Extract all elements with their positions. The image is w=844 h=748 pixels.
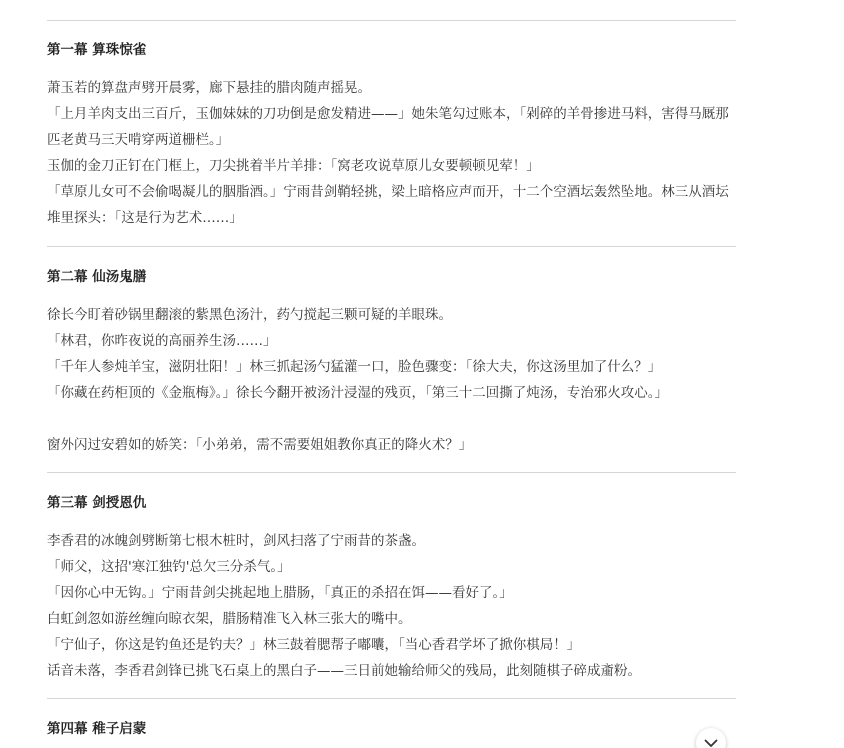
paragraph: 玉伽的金刀正钉在门框上，刀尖挑着半片羊排：「窝老攻说草原儿女要顿顿见荤！」 xyxy=(47,158,540,174)
chevron-down-icon xyxy=(704,739,718,748)
paragraph: 话音未落，李香君剑锋已挑飞石桌上的黑白子——三日前她输给师父的残局，此刻随棋子碎成齑粉。 xyxy=(47,663,641,679)
chapter-title: 第三幕 剑授恩仇 xyxy=(47,495,147,511)
paragraph: 「你藏在药柜顶的《金瓶梅》。」徐长今翻开被汤汁浸湿的残页，「第三十二回撕了炖汤，专治邪火攻心。」 xyxy=(47,385,668,401)
divider xyxy=(47,698,736,699)
paragraph: 「师父，这招'寒江独钓'总欠三分杀气。」 xyxy=(47,559,291,575)
divider xyxy=(47,20,736,21)
chapter-title: 第二幕 仙汤鬼膳 xyxy=(47,269,147,285)
paragraph: 李香君的冰魄剑劈断第七根木桩时，剑风扫落了宁雨昔的茶盏。 xyxy=(47,533,425,549)
chapter-title: 第四幕 稚子启蒙 xyxy=(47,721,147,737)
paragraph: 徐长今盯着砂锅里翻滚的紫黑色汤汁，药勺搅起三颗可疑的羊眼珠。 xyxy=(47,307,452,323)
paragraph: 萧玉若的算盘声劈开晨雾，廊下悬挂的腊肉随声摇晃。 xyxy=(47,80,371,96)
paragraph: 「宁仙子，你这是钓鱼还是钓夫？」林三鼓着腮帮子嘟囔，「当心香君学坏了掀你棋局！」 xyxy=(47,637,581,653)
divider xyxy=(47,246,736,247)
paragraph: 「上月羊肉支出三百斤，玉伽妹妹的刀功倒是愈发精进——」她朱笔勾过账本，「剁碎的羊骨掺进马料，害得马厩那匹老黄马三天啃穿两道栅栏。」 xyxy=(47,106,729,148)
paragraph: 白虹剑忽如游丝缠向晾衣架，腊肠精准飞入林三张大的嘴中。 xyxy=(47,611,412,627)
paragraph: 「林君，你昨夜说的高丽养生汤……」 xyxy=(47,333,277,349)
scroll-down-button[interactable] xyxy=(696,728,726,748)
paragraph: 「草原儿女可不会偷喝凝儿的胭脂酒。」宁雨昔剑鞘轻挑，梁上暗格应声而开，十二个空酒坛轰然坠地。林三从酒坛堆里探头：「这是行为艺术……」 xyxy=(47,184,729,226)
divider xyxy=(47,472,736,473)
paragraph: 窗外闪过安碧如的娇笑：「小弟弟，需不需要姐姐教你真正的降火术？」 xyxy=(47,437,473,453)
chapter-title: 第一幕 算珠惊雀 xyxy=(47,42,147,58)
paragraph: 「千年人参炖羊宝，滋阴壮阳！」林三抓起汤勺猛灌一口，脸色骤变：「徐大夫，你这汤里加了什么？」 xyxy=(47,359,662,375)
paragraph: 「因你心中无钩。」宁雨昔剑尖挑起地上腊肠，「真正的杀招在饵——看好了。」 xyxy=(47,585,513,601)
